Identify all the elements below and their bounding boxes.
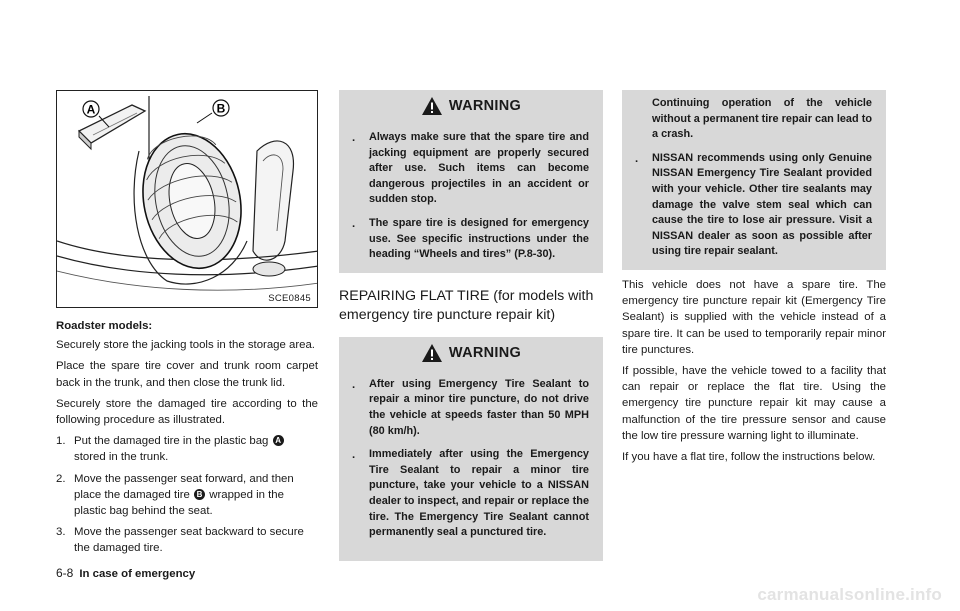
col3-paragraph-3: If you have a flat tire, follow the instructions below. [622, 450, 876, 463]
bullet: . [352, 132, 356, 144]
col1-paragraph-1: Securely store the jacking tools in the storage area. [56, 339, 315, 352]
warning-title: WARNING [448, 344, 522, 361]
warning-triangle-icon [421, 96, 443, 116]
col1-paragraph-3: Securely store the damaged tire according to the following procedure as illustrated. [56, 397, 318, 427]
warning-item: . After using Emergency Tire Sealant to repair a minor tire puncture, do not drive the vehicle at speeds faster than 50 MPH (80 km/h). [352, 377, 589, 439]
warning-item: . NISSAN recommends using only Genuine NISSAN Emergency Tire Sealant provided with your vehicle. Other tire sealants may damage the valve stem seal which can cause the tire to lose air pressure. Visit a NISSAN dealer as soon as possible after using tire repair sealant. [635, 151, 872, 260]
col1-paragraph-2: Place the spare tire cover and trunk room carpet back in the trunk, and then close the trunk lid. [56, 360, 318, 389]
roadster-heading: Roadster models: [56, 320, 153, 332]
step-number: 1. [56, 435, 66, 448]
step-text: Move the passenger seat backward to secure the damaged tire. [74, 526, 304, 555]
figure-label-b: B [216, 101, 226, 116]
step-number: 3. [56, 526, 66, 539]
bullet: . [352, 449, 356, 462]
step-number: 2. [56, 472, 66, 485]
bullet: . [352, 378, 356, 391]
warning-item: . Always make sure that the spare tire and jacking equipment are properly secured after use. Such items can become dangerous projectiles in an accident or sudden stop. [352, 130, 589, 208]
warning-title: WARNING [448, 98, 522, 114]
step-1 [56, 433, 318, 465]
step-2 [56, 471, 318, 520]
warning-triangle-icon [421, 343, 443, 363]
col3-paragraph-1: This vehicle does not have a spare tire. The emergency tire puncture repair kit (Emergency Tire Sealant) is supplied with the vehicle instead of a spare tire. It can be used to temporarily repair minor tire punctures. [622, 278, 886, 356]
step-text: Move the passenger seat forward, and then place the damaged tire B wrapped in the plastic bag behind the seat. [74, 472, 294, 518]
repair-section-heading: REPAIRING FLAT TIRE (for models with emergency tire puncture repair kit) [339, 287, 594, 323]
marker-b-icon: B [194, 489, 205, 500]
step-text: Put the damaged tire in the plastic bag A stored in the trunk. [74, 433, 285, 465]
spare-tire-storage-illustration [57, 91, 318, 308]
page-footer [56, 566, 195, 580]
bullet: . [635, 152, 639, 165]
warning-box-1 [339, 90, 603, 273]
warning-list [339, 369, 603, 555]
column-2 [339, 90, 603, 561]
warning-item: . Immediately after using the Emergency Tire Sealant to repair a minor tire puncture, take your vehicle to a NISSAN dealer to inspect, and repair or replace the tire. The Emergency Tire Sealant cannot permanently seal a punctured tire. [352, 447, 589, 541]
warning-list [622, 90, 886, 270]
bullet: . [352, 217, 356, 230]
watermark: carmanualsonline.info [757, 585, 942, 604]
marker-a-icon: A [273, 435, 284, 446]
section-name: In case of emergency [79, 568, 196, 580]
warning-header [339, 337, 603, 369]
warning-list [339, 122, 603, 273]
page-number: 6-8 [56, 566, 74, 580]
column-1 [56, 318, 318, 557]
figure-label-a: A [86, 102, 96, 117]
warning-item: . The spare tire is designed for emergency use. See specific instructions under the heading “Wheels and tires” (P.8-30). [352, 216, 589, 263]
col3-paragraph-2: If possible, have the vehicle towed to a facility that can repair or replace the flat tire. Using the emergency tire puncture repair kit may cause a malfunction of the tire pressure sensor and cause the low tire pressure warning light to illuminate. [622, 364, 886, 442]
warning-box-2-continued [622, 90, 886, 270]
warning-item-continued: Continuing operation of the vehicle without a permanent tire repair can lead to a crash. [652, 97, 872, 141]
warning-header [339, 90, 603, 122]
column-3 [622, 90, 886, 465]
figure-code: SCE0845 [268, 293, 311, 304]
step-3 [56, 524, 318, 556]
illustration-figure [56, 90, 318, 308]
warning-box-2 [339, 337, 603, 561]
